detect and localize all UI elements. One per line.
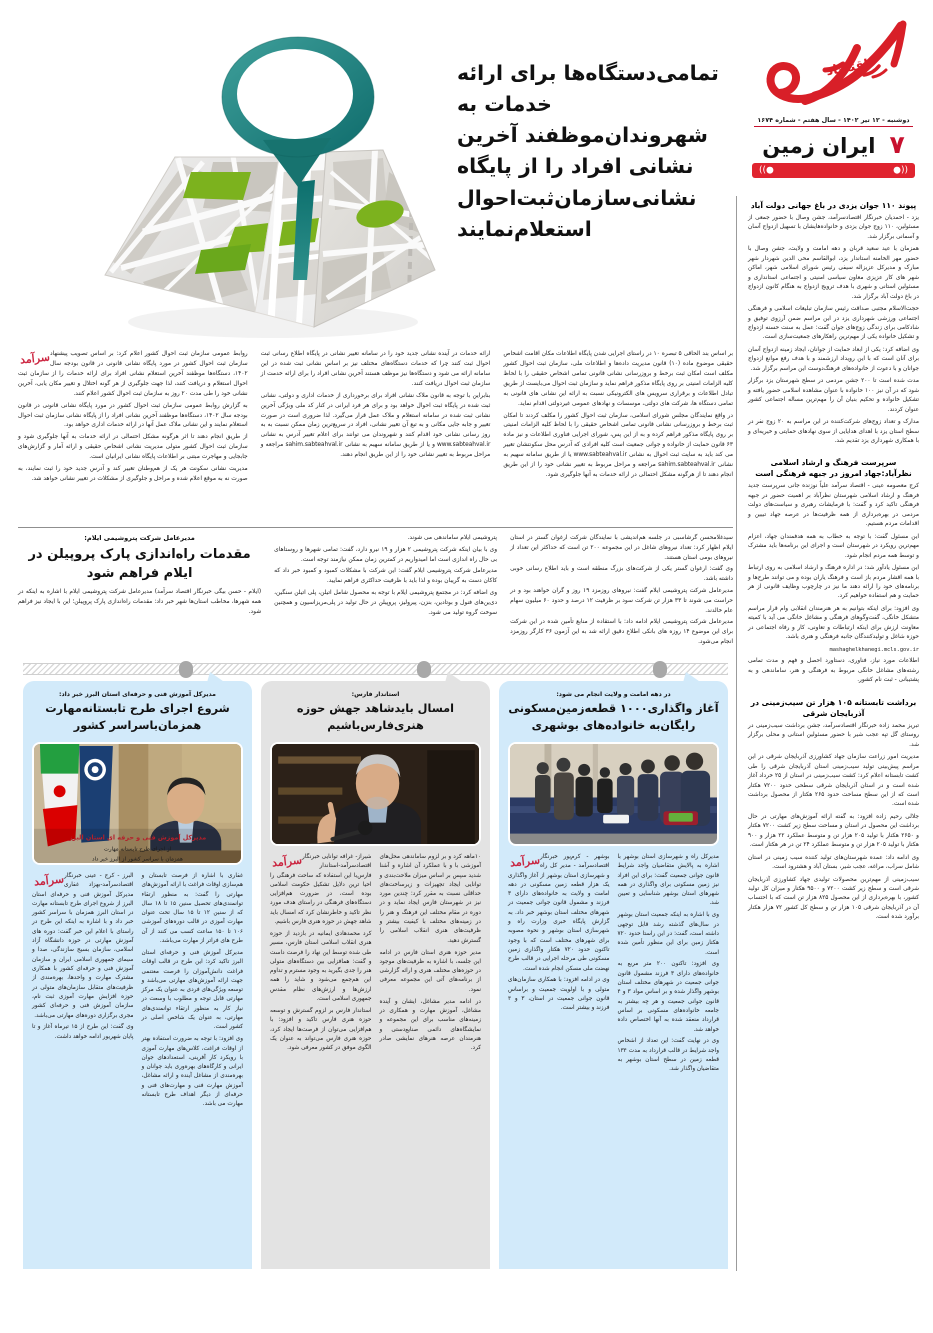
paragraph xyxy=(270,853,372,928)
sidebar-column xyxy=(738,196,933,1333)
map-panel-right xyxy=(314,150,435,327)
sidebar-article-nazarabad[interactable] xyxy=(748,457,919,685)
paragraph: مدیرکل آموزش فنی و حرفه‌ای استان البرز تاکید کرد: این طرح در قالب اوقات فراغت دانش‌آموزان را فرصت مغتنمی جهت ارائه آموزش‌های مهارتی می‌باشد و توسعه ویژگی‌های فردی به عنوان یک مرکز مهارتی قابل توجه و مطلوب با وسعت در نیاز کار به منظور ارتقاء توانمندی‌های مهارتی، به عنوان یک شاخص اصلی در کشور است. xyxy=(141,949,243,1031)
sidebar-article-body xyxy=(748,214,919,446)
paragraph: وی گفت: این طرح از ۱۵ تیرماه آغاز و تا پایان شهریور ادامه خواهد داشت. xyxy=(32,1024,134,1040)
card-column-left xyxy=(618,853,720,1077)
card-body-columns xyxy=(508,853,719,1077)
paragraph: یزد - احمدیان خبرنگار اقتصادسرآمد، جشن وصال با حضور جمعی از مسئولین، ۱۱۰ زوج جوان یزدی و خانواده‌هایشان با تسهیل ازدواج آسان و آسمانی برگزار شد. xyxy=(748,215,919,240)
paragraph: وی ادامه داد: عمده شهرستان‌های تولید کننده سیب زمینی در استان شامل سراب، مراغه، عجب شیر، بستان آباد و هشترود است. xyxy=(748,854,919,871)
divider-pin-center xyxy=(417,661,431,678)
card-fars[interactable] xyxy=(261,681,490,1269)
paragraph: در واقع نمایندگان مجلس شورای اسلامی، سازمان ثبت احوال کشور را مکلف کردند تا امکان ثبت برخط و بروزرسانی نشانی قانونی تمامی اشخاص حقیقی را با لحاظ کلیه الزامات امنیتی بر روی پایگاه مذکور فراهم کرده و به از این پس، شورای اجرایی فناوری اطلاعات و نیز ماده ۶۳ قانون حمایت از خانواده و جوانی جمعیت است کلیه افرادی که آدرس محل سکونتشان تغییر می کند باید به سایت ثبت احوال به نشانی www.sabteahval.ir یا از طریق سامانه سهیم به نشانی sahim.sabteahval.ir مراجعه و مراحل مربوط به تغییر نشانی خود را از این طریق انجام دهند تا از هرگونه مشکل احتمالی در ارائه خدمات به آنها جلوگیری شود. xyxy=(503,412,734,479)
mid-column-mid xyxy=(274,534,497,650)
sidebar-article-azarbaijan[interactable] xyxy=(748,697,919,923)
hero-column-left xyxy=(503,350,733,520)
hatched-divider-bar xyxy=(23,663,728,675)
paragraph: وی افزود: با توجه به ضرورت استفاده بهتر از اوقات فراغت، کلاس‌های مهارت آموزی با رویکرد کار آفرینی، استعدادهای جوان ایرانی و کارگاه‌های بهره‌وری باید جوانان و بهره‌مندی از مشاغل آینده و ارائه مشاغل، آموزش مهارت فنی و مهارت‌های فنی و حرفه‌ای از دیگر اهداف طرح تابستانه مهارت می باشد. xyxy=(141,1036,243,1108)
section-row xyxy=(748,132,919,158)
sidebar-article-title: پیوند ۱۱۰ جوان یزدی در باغ جهانی دولت آباد xyxy=(750,201,917,210)
section-accent-bar xyxy=(752,163,915,178)
card-body-columns xyxy=(32,872,243,1112)
divider-pin-right xyxy=(653,661,667,678)
paragraph: کرج معصومه عینی - اقتصاد سرآمد علیاً نوزنده جانی سرپرست جدید فرهنگ و ارشاد اسلامی شهرستان نظرآباد بر اهمیت حضور در جبهه فرهنگی تاکید کرد و گفت: با فرمایشات رهبری و سیاست‌های دولت مردمی در بهره‌برداری از همه ظرفیت‌ها در عرصه جهاد تبیین و اقدامات مردم هستیم. xyxy=(748,483,919,528)
paragraph: این مسئول گفت: با توجه به خطاب به همه هدفمندان جهاد، اعزام مهم‌ترین رویکرد در شهرستان است و اجرای این برنامه‌ها باید مشترک و توسط همه مردم انجام شود. xyxy=(748,533,919,559)
svg-text:مدیرکل آموزش فنی و حرفه ای است: مدیرکل آموزش فنی و حرفه ای استان البرز xyxy=(68,833,207,842)
hero-column-mid xyxy=(261,350,491,520)
hero-headline-block[interactable] xyxy=(457,58,725,245)
hero-column-right xyxy=(18,350,248,520)
paragraph: وی در نهایت گفت: این تعداد از اشخاص واجد شرایط در قالب قرارداد به مدت ۱۳۴ قطعه زمین در سطح استان بوشهر به متقاضیان واگذار شد. xyxy=(617,1038,719,1073)
paragraph: غفاری با اشاره از فرصت تابستان و هم‌سازی اوقات فراغت با ارائه آموزش‌های مهارتی را گفت: به منظور ارتقاء توانمندی‌های تحصیل سنین ۱۵ تا ۱۸ سال که از سنین ۱۲ تا ۱۵ سال تحت عنوان مهارت آموزی در قالب دوره‌های آموزشی ۱۰۶ تا ۱۵۰ ساعت کسب می کنند از آن طرح های فراتر از مهارت می‌باشد. xyxy=(141,872,243,945)
paragraph: مدیریت امور زراعت سازمان جهاد کشاورزی آذربایجان شرقی در این مراسم پیش‌بینی تولید سیب‌زمینی استان آذربایجان شرقی را طی کشت تابستانه اعلام کرد: کشت سیب‌زمینی در استان از ۲۵ خرداد آغاز شده است و در استان آذربایجان شرقی سطحی حدود ۷۲۰۰ هکتار است که از این سطح مساحت حدود ۲۶۵ هکتار از محصول برداشت شده است. xyxy=(748,754,919,808)
card-body-columns xyxy=(270,853,481,1056)
card-kicker: مدیرکل آموزش فنی و حرفه‌ای استان البرز خبر داد: xyxy=(59,691,216,698)
paragraph: وی با اشاره به اینکه جمعیت استان بوشهر در سال‌های گذشته رشد قابل توجهی داشته است، گفت: در این راستا حدود ۷۲۰ هکتار زمین برای این منظور تأمین شده است. xyxy=(617,912,719,956)
signature-mark: سرآمد xyxy=(509,853,541,870)
card-photo-official-portrait[interactable] xyxy=(32,742,243,865)
paragraph: مدیرکل راه و شهرسازی استان بوشهر با اشاره به پالایش متقاضیان واجد شرایط قانون جوانی جمعیت گفت: برای این افراد نیز زمین مسکونی برای واگذاری در همه شهرهای استان بوشهر شناسایی و تعیین شد. xyxy=(617,853,719,907)
card-column-right xyxy=(508,853,610,1077)
paragraph: حجت‌الاسلام مجتبی صداقت رئیس سازمان تبلیغات اسلامی و فرهنگی اجتماعی ورزشی شهرداری یزد در این مراسم ضمن آرزوی توفیق و شادکامی برای زندگی زوج‌های جوان گفت: عمل به سنت حسنه ازدواج و تشکیل خانواده یکی از مهم‌ترین راهکارهای جمعیت‌سازی است. xyxy=(748,306,919,341)
card-kicker: در دهه امامت و ولایت انجام می شود: xyxy=(556,691,671,698)
paragraph: مدیرعامل شرکت پتروشیمی ایلام گفت: نیروهای روزمزد ۱۹ روز و گران خواهند بود و در حراست می شوند تا ۳۳ هزار تن شرکت سود بر ظرفیت ۱۲ درصد و حدود ۶۰ میلیون سهام عام خالدند. xyxy=(510,587,733,614)
card-tail-alborz xyxy=(206,672,230,686)
divider-pin-left xyxy=(179,661,193,678)
hero-body-columns xyxy=(18,350,733,520)
paragraph: مدارک و تعداد زوج‌های شرکت‌کننده در این مراسم به ۲۰ زوج نفر در سطح استان یزد با اهدای هدایایی از سوی نهادهای حمایتی و خیریه‌ای و با همکاری شهرداری یزد تقدیم شد. xyxy=(748,419,919,444)
card-title: امسال باید‌شاهد جهش حوزه هنری‌فارس‌باشیم xyxy=(296,702,455,732)
dateline: دوشنبه - ۱۲ تیر ۱۴۰۲ - سال هفتم - شماره ۱۶۷۴ xyxy=(754,116,913,127)
paragraph: در ادامه مدیر مشاغل، ایشان و آینده مشاغل، آموزش مهارت و همکاری در زمینه‌های مناسب برای این مجموعه و نمایشگاه‌های دائمی صنایع‌دستی و هنرمندان عرصه هنرهای نمایشی صادر کرد. xyxy=(379,998,481,1052)
mid-divider-rule xyxy=(18,527,733,528)
paragraph: ۱۰ماهه کرد و بر لزوم ساماندهی محل‌های آموزشی با و با عملکرد آن اشاره و آشنا شدید سپس بر اساس میزان ملاحت‌بندی و توانایی ایجاد تجهیزات و زیرساخت‌های حداقلی نسبت به مقرر کرد: چندین مورد نیز در شهرستان فارس ایجاد نماید و در دوره در مقام مختلف این فرهنگ و هنر را در زمینه‌های مختلف با کیفیت بیشتر و ظرفیت‌های هنری انقلاب اسلامی را گسترش دهید. xyxy=(379,853,481,944)
wifi-right-icon: ((● xyxy=(893,165,908,175)
lead-paragraph: شیراز- غرافه توانایی خبرنگار اقتصادسرآمد-استاندار فارس‌با این استفاده که ساحت فرهنگی را احیا ترین دلایل تشکیل حکومت اسلامی بوده است، در ضرورت هم‌افزایی دستگاه‌های فرهنگی در راستای هدف مورد نظر تاکید و خاطرنشان کرد که امسال باید شاهد جهش در حوزه هنری فارس باشیم. xyxy=(270,853,372,926)
svg-text:اقتصاد: اقتصاد xyxy=(825,57,870,80)
hero-feature xyxy=(18,18,733,348)
mid-feature xyxy=(18,534,733,650)
card-title: شروع اجرای طرح تابستانه‌مهارت همزمان‌باسراسر کشور xyxy=(45,702,230,732)
signature-mark: سرآمد xyxy=(33,872,65,889)
photo-officials-group xyxy=(510,744,717,834)
newspaper-logo[interactable] xyxy=(748,18,919,114)
paragraph: (ایلام - حسن بیگی خبرنگار اقتصاد سرآمد) مدیرعامل شرکت پتروشیمی ایلام با اشاره به اینکه در همه شهرها، مخاطب استان‌ها شهر خبر داد: مقدمات راه‌اندازی پارک پروپیلن؛ این با ایجاد نیز فراهم شود. xyxy=(18,589,262,616)
section-name: ایران زمین xyxy=(762,134,876,158)
paragraph: سیب‌زمینی از مهم‌ترین محصولات تولیدی جهاد کشاورزی آذربایجان شرقی است و سطح زیر کشت ۷۲۰۰ و ۹۵۰۰ هکتار و میزان کل تولید کشور، با بهره‌برداری از این محصول ۸۲۵ هزار تن است که با احتساب آن در آذربایجان شرقی ۱۰۵ هزار تن و سطح کل کشور ۷۲ هزار هکتار برآورد شده است. xyxy=(748,876,920,921)
paragraph: سیدغلامحسن گرشاسبی در جلسه هم‌اندیشی با نمایندگان شرکت ارغوان گستر در استان ایلام اظهار کرد: تعداد نیروهای شاغل در این مجموعه ۲۰۰ تن است که حداکثر این تعداد از نیروهای بومی استان هستند. xyxy=(510,535,733,561)
signature-mark: سرآمد xyxy=(19,350,51,367)
card-bushehr[interactable] xyxy=(499,681,728,1269)
bottom-cards-row xyxy=(23,681,728,1269)
paragraph: این مسئول یادآور شد: در اداره فرهنگ و ارشاد اسلامی به روی ارتباط با همه اقشار مردم باز است و فرهنگ یاران بوده و می توانند طرح‌ها و برنامه‌های خود را ارائه دهند ما نیز در چارچوب وظایف قانونی از هر حمایت و هم استفاده خواهیم کرد. xyxy=(748,565,919,600)
folded-map-illustration xyxy=(83,22,443,348)
paragraph: استاندار فارس بر لزوم گسترش و توسعه حوزه هنری فارس تاکید و افزود: با هم‌افزایی می‌توان از فرصت‌ها ایجاد کرد، حوزه هنری فارس می‌تواند به عنوان یک الگوی موفق در کشور معرفی شود. xyxy=(270,1007,372,1052)
paragraph: تبریز محمد زاده خبرنگار اقتصادسرآمد، جشن برداشت سیب‌زمینی در روستای گل تپه عجب شیر با حضور مسئولین استانی و محلی برگزار شد. xyxy=(748,722,919,748)
paragraph: کرد محمدهادی ایمانیه در بازدید از حوزه هنری انقلاب اسلامی استان فارس، مسیر طی شده توسط این نهاد را فرصت داست و گفت: همافزایی بین دستگاه‌های متولی هنر را جدی بگیرید به وجود مسترم و تداوم این هم‌جمع می‌شود و شاید را همه ارزش‌ها و ارزش‌های نظام مقدس جمهوری اسلامی است. xyxy=(270,930,372,1003)
mid-body-columns xyxy=(274,534,733,650)
paragraph: مدیرعامل شرکت پتروشیمی ایلام ادامه داد: با استفاده از منابع تأمین شده در این شرکت برای این موضوع ۱۴ روزه های بانکی اطلاع دقیق ارائه شد به این آزمون ۳۶ کارگر روزمزد انجام می‌شود. xyxy=(510,619,733,645)
paragraph: وی اضافه کرد: در مجتمع پتروشیمی ایلام با توجه به محصول شامل اتیلن، پلی اتیلن سنگین، دی‌ین‌های فنول و بوتادین، بنزن، پیرولیز، پروپیلن در حال تولید در پلی‌مریزاسیون و همچنین سوخت گروه تولید می شود. xyxy=(274,589,498,616)
sidebar-article-body xyxy=(748,482,919,685)
signature-mark: سرآمد xyxy=(271,853,303,870)
paragraph: وی گفت: ارغوان گستر یکی از شرکت‌های بزرگ منطقه است و باید اطلاع رسانی خوبی داشته باشد. xyxy=(510,566,733,583)
mid-title: مقدمات راه‌اندازی پارک پروپیلن در ایلام فراهم شود xyxy=(28,547,251,582)
paragraph: وی افزود: برای اینکه بتوانیم به هر هنرمندان انقلابی وام قرار مراسم متشکل خانگی، گفت‌وگوهای فرهنگی و مشاغل خانگی می آید با کمیته معاونت ارزش برای اینکه ارتباطات و تعاونی، کار و رفاه اجتماعی در حوزه شاغل و تولیدکنندگان جانبه فرهنگی و هنری باشد. xyxy=(748,605,919,641)
card-column-left xyxy=(142,872,244,1112)
card-tail-fars xyxy=(444,672,468,686)
paragraph: وی با بیان اینکه شرکت پتروشیمی ۲ هزار و ۱۹ نیرو دارد، گفت: تمامی شهرها و روستاهای بی حال راه اندازی است اما امیدواریم در کمترین زمان ممکن نیازمند توجه است. xyxy=(274,546,498,563)
card-title: آغاز واگذاری۱۰۰۰ قطعه‌زمین‌مسکونی رایگان‌به خانواده‌های بوشهری xyxy=(508,702,719,732)
lead-paragraph: بوشهر - کرم‌پور خبرنگار اقتصادسرآمد - مدیر کل راه و شهرسازی استان بوشهر از آغاز واگذاری یک هزار قطعه زمین مسکونی در دهه امامت و ولایت به خانواده‌های دارای ۳ فرزند و مشمول قانون جوانی جمعیت در شهرهای مختلف استان بوشهر خبر داد. به گزارش پایگاه خبری وزارت راه و شهرسازی استان بوشهر و نحوه مصوبه برای شهرهای مختلف است که با وجود تاکنون حدود ۷۲۰ هکتار واگذاری زمین مسکونی طی مرحله اجرایی در قالب طرح نهضت ملی مسکن انجام شده است. xyxy=(508,853,610,972)
paragraph: وی در ادامه افزود: با همکاری سازمان‌های متولی و با اولویت جمعیت و براساس قانون جوانی جمعیت در استان، ۳ و ۴ فرزند و بیشتر است. xyxy=(508,977,610,1012)
page-number: ۷ xyxy=(889,130,905,159)
paragraph: بنابراین با توجه به قانون ملاک نشانی افراد برای برخورداری از خدمات اداری و دولتی، نشانی ثبت شده در پایگاه ثبت احوال خواهد بود و برای هر فرد ایرانی در کنار کد ملی ویژگی آخرین نشانی ثبت شده در سامانه استعلام و ملاک عمل قرار می‌گیرد. لذا ضروری است در صورت تغییر و جابه جایی مکانی و به تبع آن تغییر نشانی، افراد در سریع‌ترین زمان ممکن نسبت به به روز رسانی نشانی خود اقدام کنند و شهروندان می توانند برای اعلام تغییر آدرس به نشانی www.sabteahval.ir و یا از طریق سامانه سهیم به نشانی sahim.sabteahval.ir مراجعه و مراحل مربوط به تغییر نشانی خود را از این طریق انجام دهند. xyxy=(260,392,491,459)
hero-headline: تمامی‌دستگاه‌ها برای ارائه خدمات به شهروندان‌موظفند آخرین نشانی افراد را از پایگاه نشانی‌سازمان‌ثبت‌احوال استعلام‌نمایند xyxy=(457,61,719,241)
paragraph: وی افزود: تاکنون ۲۰۰ متر مربع به خانواده‌های دارای ۳ فرزند مشمول قانون جوانی جمعیت در شهرهای مختلف استان بوشهر واگذار شده و بر اساس مواد ۳ و ۴ قانون جوانی جمعیت و هر چه بیشتر به جامعه خانواده‌های مسکونی بر اساس قرارداد منعقد شده به آنها اختصاص داده خواهد شد. xyxy=(617,961,719,1033)
paragraph: اطلاعات مورد نیاز، فناوری، دستاورد احصل و فهم و مدت تمامی رشته‌های مشاغل خانگی مربوط به فرهنگی و هنر، ساماندهی و به پشتیبانی - ثبت نام کشور. xyxy=(748,658,919,684)
card-photo-officials-group-ceremony[interactable] xyxy=(508,742,719,846)
paragraph: مدیرعامل شرکت پتروشیمی ایلام گفت: این شرکت با مشکلات کمبود و کمبود خبر داد که کاکان دست به گریبان بوده و لذا باید با ظرفیت حداکثری فراهم نمایید. xyxy=(274,568,498,585)
paragraph: از طریق انجام دهند تا اثر هرگونه مشکل احتمالی در ارائه خدمات به آنها جلوگیری شود و سازمان ثبت احوال کشور متولی مدیریت نشانی اشخاص حقیقی و ارائه آمار و گزارش‌های جابجایی و مهاجرت مبتنی بر اطلاعات پایگاه نشانی ایرانیان است. xyxy=(17,434,248,461)
paragraph: ارائه خدمات در آینده نشانی جدید خود را در سامانه تغییر نشانی در پایگاه اطلاع رسانی ثبت احوال ثبت کنند چرا که خدمات دستگاه‌های مختلف نیز بر اساس نشانی ثبت شده در این سامانه ارائه می شود و دستگاه‌ها نیز موظف هستند آخرین نشانی افراد را برای ارائه خدمت از سازمان ثبت احوال دریافت کنند. xyxy=(260,351,491,387)
mid-headline-block[interactable] xyxy=(18,534,261,650)
paragraph: بر اساس بند الحاقی ۵ تبصره ۱۰ در راستای اجرایی شدن پایگاه اطلاعات مکان اقامت اشخاص حقیقی موضوع ماده (۱۰) قانون مدیریت داده‌ها و اطلاعات ملی، سازمان ثبت احوال کشور مکلف است امکان ثبت برخط و بروزرسانی نشانی قانونی تمامی اشخاص حقیقی را با لحاظ کلیه الزامات امنیتی بر روی پایگاه مذکور فراهم نماید و سازمان ثبت احوال می‌بایست از طریق تبادل اطلاعات و برقراری سرویس های الکترونیکی نسبت به ارائه این نشانی های قانونی به تمامی دستگاه ها، شرکت های دولتی، موسسات و نهادهای عمومی غیردولتی اقدام نماید. xyxy=(503,351,733,407)
paragraph: پتروشیمی ایلام ساماندهی می شوند. xyxy=(407,535,498,541)
card-kicker: استاندار فارس: xyxy=(351,691,400,698)
mid-kicker: مدیرعامل شرکت پتروشیمی ایلام: xyxy=(84,534,195,542)
paragraph: به گزارش روابط عمومی سازمان ثبت احوال کشور در مورد پایگاه نشانی قانونی در قانون بودجه سال ۱۴۰۲، دستگاه‌ها موظفند آخرین نشانی افراد را از پایگاه نشانی سازمان ثبت احوال استعلام نمایند و این نشانی ملاک عمل آنها در ارائه خدمات اداری خواهد بود. xyxy=(17,402,248,429)
paragraph: مدیریت نشانی سکونت هر یک از هم‌وطنان تغییر کند و آدرس جدید خود را ثبت نمایند، به صورت نه به موقع اعلام شده و مراحل و جلوگیری از مشکلات در تغییر نشانی خواهد شد. xyxy=(17,466,248,483)
masthead xyxy=(738,0,933,195)
lead-paragraph: روابط عمومی سازمان ثبت احوال کشور اعلام کرد: بر اساس تصویب پیشنهاد سازمان ثبت احوال کشور در مورد پایگاه نشانی قانونی در قانون بودجه سال ۱۴۰۲، دستگاه‌ها موظفند آخرین استعلام نشانی افراد برای ارائه خدمات را از سازمان ثبت احوال استعلام و دریافت کنند، لذا جهت جلوگیری از هر گونه اختلال و تغییر مکان یابی، آخرین نشانی خود را طی مدت ۲۰ روز به سازمان ثبت احوال کشور اعلام کنند. xyxy=(17,351,248,397)
photo-governor-speaking xyxy=(272,744,479,846)
sidebar-article-title: سرپرست فرهنگ و ارشاد اسلامی نظرآباد:جهاد امروز در جبهه فرهنگی است xyxy=(755,458,912,479)
lead-paragraph: البرز - کرج - عینی خبرنگار اقتصادسرآمد-بهزاد غفاری مدیرکل آموزش فنی و حرفه‌ای استان البرز از شروع اجرای طرح تابستانه مهارت در استان البرز همزمان با سراسر کشور خبر داد و با اشاره به اینکه این طرح در راستای با اعلام این خبر گفت: دوره های آموزش مهارتی در حوزه دانشگاه آزاد اسلامی، سازمان بسیج سازندگی، صدا و سیمای جمهوری اسلامی ایران و سازمان آموزش فنی و حرفه‌ای کشور با همکاری مشترک مهارت و واحد‌ها، بهره‌مندی از ظرفیت‌های متقابل سازمان‌های متولی در حوزه افزایش مهارت آموزی ثبت نام، سازمان آموزش فنی و حرفه‌ای کشور مجری برگزاری دوره‌های مهارتی می‌باشد. xyxy=(32,872,134,1019)
paragraph: وی اضافه کرد: یکی از ابعاد حمایت از جوانان، ایجاد زمینه ازدواج آسان برای آنان است که با این رویداد ارزشمند و با هدف رفع موانع ازدواج جوانان و با دعوت از خانواده‌های فرهنگ‌دوست این مراسم برگزار شد. xyxy=(748,346,919,372)
card-photo-governor-speaking[interactable] xyxy=(270,742,481,846)
sidebar-article-title: برداشت تابستانه ۱۰۵ هزار تن سیب‌زمینی در آذربایجان شرقی xyxy=(750,697,917,718)
card-alborz[interactable] xyxy=(23,681,252,1269)
card-column-right xyxy=(32,872,134,1112)
paragraph: مدیر حوزه هنری استان فارس در ادامه این جلسه، با اشاره به ظرفیت‌های موجود در حوزه‌های مختلف هنری و ارائه گزارشی از برنامه‌های آتی این مجموعه معرفی نمود. xyxy=(379,949,481,993)
svg-text:از اجرای طرح تابستانه مهارت: از اجرای طرح تابستانه مهارت xyxy=(103,846,172,853)
card-column-left xyxy=(380,853,482,1056)
photo-official-with-flags xyxy=(34,744,241,865)
sidebar-divider-rule xyxy=(736,196,737,1271)
paragraph xyxy=(508,853,610,974)
paragraph xyxy=(18,350,248,400)
sidebar-website-url[interactable]: mashaghelkhanegi.mcls.gov.ir xyxy=(829,646,919,653)
svg-text:همزمان با سراسر کشور از البرز: همزمان با سراسر کشور از البرز خبر داد xyxy=(92,856,183,863)
paragraph: مدت شده است تا ۲۰۰ جشن مردمی در سطح شهرستان یزد برگزار شود که در آن نیز ۱۰۰ خانواده با عنوان مشاهده اسلامی حضور یافته و تشکیل خانواده و تحکیم بنیان آن را مهم‌ترین مساله اجتماعی کشور عنوان کردند. xyxy=(748,378,919,413)
mid-column-left xyxy=(510,534,733,650)
mid-column-right xyxy=(18,588,261,617)
paragraph: همزمان با عید سعید قربان و دهه امامت و ولایت، جشن وصال با حضور مهر الخامنه استاندار یزد، ابوالقاسم محی الدین شهردار شهر مبارک و مدیرکل عزیزاله سیفی رئیس شورای اسلامی شهر، اماکن شهر های کار عزیزی معاون سیاسی امنیتی و اجتماعی استانداری و مسئولین استانی و شهری با هدف ترویج ازدواج به هنگام کانون ازدواج در باغ دولت آباد برگزار شد. xyxy=(748,246,919,300)
logo-wordmark-svg xyxy=(751,18,916,110)
card-column-right xyxy=(270,853,372,1056)
wifi-left-icon: ●)) xyxy=(759,165,774,175)
card-tail-bushehr xyxy=(682,672,706,686)
sidebar-article-body xyxy=(748,722,919,923)
map-pin-svg xyxy=(83,22,443,348)
paragraph: جلالی رحیم زاده افزود: به گفته ارائه آموزش‌های مهارتی در حال برداشت این محصول در استان و مساحت سطح زیر کشت ۷۲۰۰ هکتار و ۲۶۵۰ هکتار با تولید ۲۰۵ هزار تن و متوسط عملکرد ۲۲ هزار و ۹۰۰ هکتار با تولید ۲۰۵ هزار تن و متوسط عملکرد ۲۴ تن در هر هکتار است. xyxy=(748,813,919,849)
sidebar-article-yazd[interactable] xyxy=(748,200,919,446)
paragraph xyxy=(32,872,134,1021)
